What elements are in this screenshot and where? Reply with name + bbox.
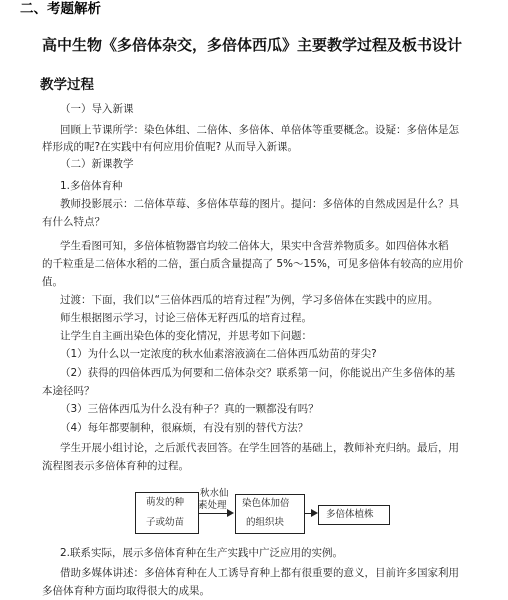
paragraph-line: 师生根据图示学习，讨论三倍体无籽西瓜的培育过程。 — [60, 312, 312, 324]
paragraph-line: 回顾上节课所学：染色体组、二倍体、多倍体、单倍体等重要概念。设疑：多倍体是怎 — [60, 124, 459, 136]
question-3: （3）三倍体西瓜为什么没有种子？真的一颗都没有吗？ — [60, 403, 319, 415]
question-2-cont: 本途径吗？ — [42, 385, 95, 397]
flow-box-polyploid — [318, 505, 390, 525]
heading-polyploid-breeding: 1.多倍体育种 — [60, 180, 123, 192]
paragraph-line: 值。 — [42, 276, 63, 288]
paragraph-line: 教师投影展示：二倍体草莓、多倍体草莓的图片。提问：多倍体的自然成因是什么？具 — [60, 198, 459, 210]
section-subtitle: 教学过程 — [40, 77, 94, 93]
paragraph-line: 学生开展小组讨论，之后派代表回答。在学生回答的基础上，教师补充归纳。最后，用 — [60, 442, 459, 454]
flow-box-chromosome-line2: 的组织块 — [246, 517, 285, 528]
flow-arrow-2-head — [311, 509, 318, 517]
flow-arrow-1-head — [227, 509, 234, 517]
heading-application: 2.联系实际，展示多倍体育种在生产实践中广泛应用的实例。 — [60, 547, 344, 559]
paragraph-line: 学生看图可知，多倍体植物器官均较二倍体大，果实中含营养物质多。如四倍体水稻 — [60, 240, 449, 252]
paragraph-line: 有什么特点？ — [42, 216, 105, 228]
paragraph-line: 让学生自主画出染色体的变化情况，并思考如下问题： — [60, 330, 312, 342]
document-title: 高中生物《多倍体杂交，多倍体西瓜》主要教学过程及板书设计 — [42, 36, 463, 54]
flow-box-seedling-line2: 子或幼苗 — [146, 517, 185, 528]
paragraph-line: 的千粒重是二倍体水稻的二倍，蛋白质含量提高了 5%～15%，可见多倍体有较高的应用价 — [42, 258, 464, 270]
paragraph-line: 样形成的呢?在实践中有何应用价值呢? 从而导入新课。 — [42, 141, 298, 153]
section-heading: 二、考题解析 — [20, 1, 101, 17]
question-2: （2）获得的四倍体西瓜为何要和二倍体杂交？联系第一问，你能说出产生多倍体的基 — [60, 367, 456, 379]
flow-arrow-2-line — [304, 513, 311, 514]
paragraph-line: 过渡：下面，我们以“三倍体西瓜的培育过程”为例，学习多倍体在实践中的应用。 — [60, 294, 439, 306]
paragraph-line: 流程图表示多倍体育种的过程。 — [42, 460, 189, 472]
heading-intro: （一）导入新课 — [60, 103, 134, 115]
paragraph-line: 多倍体育种方面均取得很大的成果。 — [42, 585, 210, 597]
flow-box-polyploid-label: 多倍体植株 — [326, 509, 374, 520]
question-4: （4）每年都要制种，很麻烦，有没有别的替代方法？ — [60, 422, 309, 434]
flow-box-chromosome — [235, 494, 305, 534]
flow-box-seedling — [135, 492, 199, 534]
heading-new-lesson: （二）新课教学 — [60, 158, 134, 170]
flow-arrow-label: 素处理 — [198, 500, 227, 511]
flow-box-seedling-line1: 萌发的种 — [146, 497, 185, 508]
question-1: （1）为什么以一定浓度的秋水仙素溶液滴在二倍体西瓜幼苗的芽尖? — [60, 348, 377, 360]
flow-box-chromosome-line1: 染色体加倍 — [242, 498, 290, 509]
flow-arrow-1-line — [198, 513, 227, 514]
paragraph-line: 借助多媒体讲述：多倍体育种在人工诱导育种上都有很重要的意义，目前许多国家利用 — [60, 567, 459, 579]
flow-arrow-label: 秋水仙 — [200, 488, 229, 499]
